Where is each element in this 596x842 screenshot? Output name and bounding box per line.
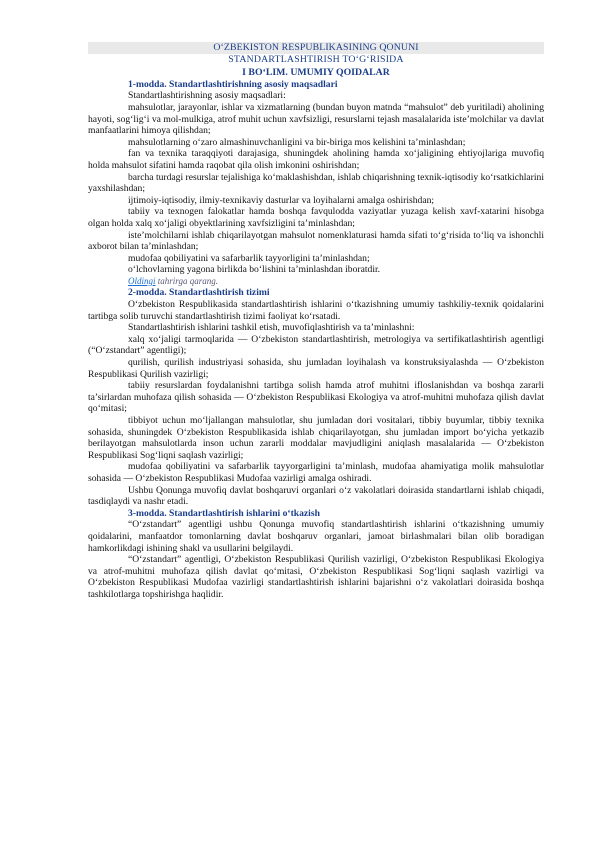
previous-revision-link[interactable]: Oldingi (128, 275, 156, 286)
article-3-paragraph: “O‘zstandart” agentligi ushbu Qonunga muvofiq standartlashtirish ishlarini o‘tkazishning umumiy qoidalarini, manfaatdor tomonlarning davlat boshqaruv organlari, jamoat birlashmalari bilan olib boradigan hamkorlikdagi ishining shakl va usullarini belgilaydi. (88, 519, 544, 554)
article-1-paragraph: mahsulotlar, jarayonlar, ishlar va xizmatlarning (bundan buyon matnda “mahsulot” deb yuritiladi) aholining hayoti, sog‘lig‘i va mol-mulkiga, atrof muhit uchun xavfsizligi, resurslarni tejash masalalarida iste’molchilar va davlat manfaatlarini himoya qilishdan; (88, 101, 544, 137)
article-2-heading: 2-modda. Standartlashtirish tizimi (128, 287, 270, 299)
law-name-row (88, 54, 544, 66)
article-1-paragraph: Standartlashtirishning asosiy maqsadlari: (128, 90, 286, 102)
article-1-paragraph: mudofaa qobiliyatini va safarbarlik tayyorligini ta’minlashdan; (128, 252, 370, 264)
law-title-row (88, 42, 544, 54)
article-1-paragraph: iste’molchilarni ishlab chiqarilayotgan mahsulot nomenklaturasi hamda sifati to‘g‘risida to‘liq va ishonchli axborot bilan ta’minlashdan; (88, 229, 544, 253)
article-1-paragraph: tabiiy va texnogen falokatlar hamda boshqa favqulodda vaziyatlar yuzaga kelish xavf-xatarini hisobga olgan holda xalq xo‘jaligi obyektlarining xavfsizligini ta’minlashdan; (88, 206, 544, 229)
article-2-paragraph: qurilish, qurilish industriyasi sohasida, shu jumladan loyihalash va konstruksiyalashda — O‘zbekiston Respublikasi Qurilish vazirligi; (88, 357, 544, 380)
revision-note (88, 276, 544, 288)
law-name: STANDARTLASHTIRISH TO‘G‘RISIDA (228, 53, 404, 65)
article-2-paragraph: tibbiyot uchun mo‘ljallangan mahsulotlar, shu jumladan dori vositalari, tibbiy buyumlar, tibbiy texnika sohasida, shuningdek O‘zbekiston Respublikasida ishlab chiqarilayotgan, shu jumladan import bo‘yicha yetkazib berilayotgan mahsulotlarda inson uchun zararli moddalar mavjudligini aniqlash masalalarida — O‘zbekiston Respublikasi Sog‘liqni saqlash vazirligi; (88, 415, 544, 461)
law-title: O‘ZBEKISTON RESPUBLIKASINING QONUNI (88, 42, 544, 54)
article-2-paragraph: xalq xo‘jaligi tarmoqlarida — O‘zbekiston standartlashtirish, metrologiya va sertifikatlashtirish agentligi (“O‘zstandart” agentligi); (88, 333, 544, 357)
article-3-heading: 3-modda. Standartlashtirish ishlarini o‘tkazish (128, 507, 320, 519)
article-1-paragraph: fan va texnika taraqqiyoti darajasiga, shuningdek aholining hamda xo‘jaligining ehtiyojlariga muvofiq holda mahsulot sifatini hamda raqobat qila olish imkonini oshirishdan; (88, 148, 544, 171)
article-3-paragraph: “O‘zstandart” agentligi, O‘zbekiston Respublikasi Qurilish vazirligi, O‘zbekiston Respublikasi Ekologiya va atrof-muhitni muhofaza qilish davlat qo‘mitasi, O‘zbekiston Respublikasi Sog‘liqni saqlash vazirligi va O‘zbekiston Respublikasi Mudofaa vazirligi standartlashtirish ishlarini bajarishni o‘z vakolatlari doirasida boshqa tashkilotlarga topshirishga haqlidir. (88, 554, 544, 600)
article-2-paragraph: tabiiy resurslardan foydalanishni tartibga solish hamda atrof muhitni ifloslanishdan va boshqa zararli ta’sirlardan muhofaza qilish sohasida — O‘zbekiston Respublikasi Ekologiya va atrof-muhitni muhofaza qilish davlat qo‘mitasi; (88, 380, 544, 415)
section-heading: I BO‘LIM. UMUMIY QOIDALAR (242, 67, 390, 79)
article-1-paragraph: mahsulotlarning o‘zaro almashinuvchanligini va bir-biriga mos kelishini ta’minlashdan; (128, 136, 466, 148)
article-1-heading: 1-modda. Standartlashtirishning asosiy maqsadlari (128, 78, 338, 90)
article-2-paragraph: Standartlashtirish ishlarini tashkil etish, muvofiqlashtirish va ta’minlashni: (128, 322, 415, 334)
article-2-paragraph: O‘zbekiston Respublikasida standartlashtirish ishlarini o‘tkazishning umumiy tashkiliy-texnik qoidalarini tartibga solib turuvchi standartlashtirish tizimi faoliyat ko‘rsatadi. (88, 299, 544, 322)
article-2-paragraph: mudofaa qobiliyatini va safarbarlik tayyorgarligini ta’minlash, mudofaa ahamiyatiga molik mahsulotlar sohasida — O‘zbekiston Respublikasi Mudofaa vazirligi amalga oshiradi. (88, 461, 544, 484)
revision-note-text: tahrirga qarang. (155, 275, 218, 286)
article-1-paragraph: o‘lchovlarning yagona birlikda bo‘lishini ta’minlashdan iboratdir. (128, 264, 381, 276)
law-document (88, 42, 544, 601)
article-1-paragraph: barcha turdagi resurslar tejalishiga ko‘maklashishdan, ishlab chiqarishning texnik-iqtisodiy ko‘rsatkichlarini yaxshilashdan; (88, 171, 544, 195)
article-2-paragraph: Ushbu Qonunga muvofiq davlat boshqaruvi organlari o‘z vakolatlari doirasida standartlarni ishlab chiqadi, tasdiqlaydi va nashr etadi. (88, 484, 544, 508)
article-1-paragraph: ijtimoiy-iqtisodiy, ilmiy-texnikaviy dasturlar va loyihalarni amalga oshirishdan; (128, 194, 435, 206)
